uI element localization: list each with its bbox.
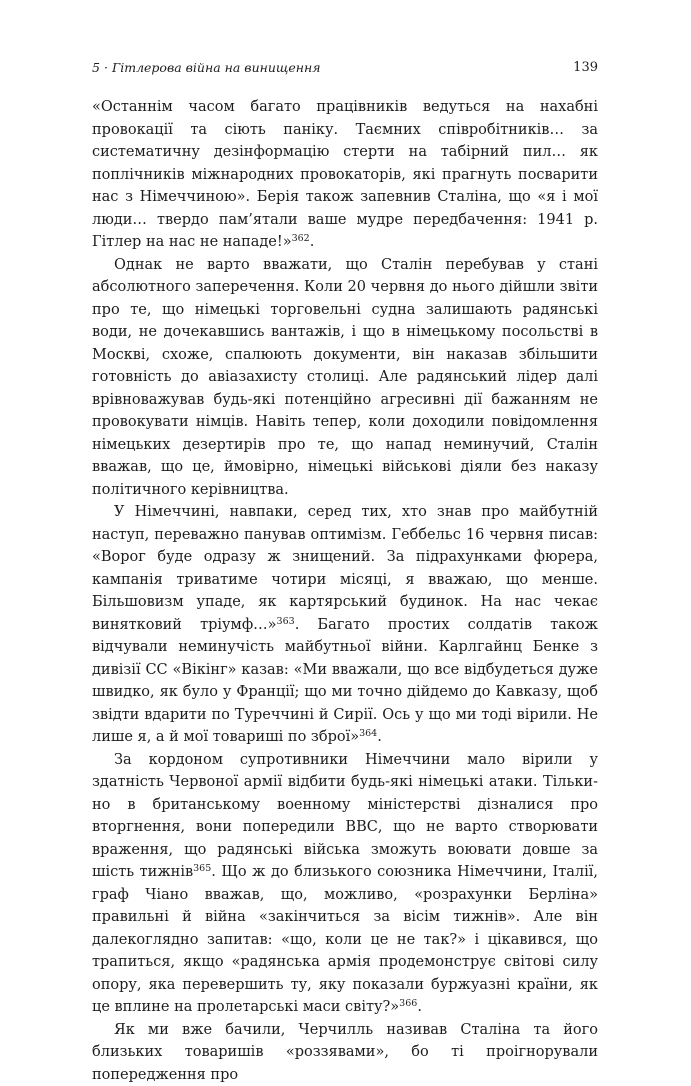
book-page — [92, 58, 598, 1086]
running-header — [92, 58, 598, 82]
page-number: 139 — [573, 58, 598, 78]
footnote-marker: 365 — [193, 863, 211, 874]
paragraph-text: «Останнім часом багато працівників ведуться на нахабні провокації та сіють паніку. Таємних співробітників… за систематичну дезінформацію стерти на табірний пил… як поплічників міжнародних провокаторів, які прагнуть посварити нас з Німеччиною». Берія також запевнив Сталіна, що «я і мої люди… твердо пам’ятали ваше мудре передбачення: 1941 р. Гітлер на нас не нападе!» — [92, 99, 598, 250]
footnote-marker: 364 — [359, 728, 377, 739]
footnote-marker: 363 — [277, 616, 295, 627]
paragraph — [92, 254, 598, 502]
paragraph-text: Як ми вже бачили, Черчилль називав Сталіна та його близьких товаришів «роззявами», бо ті проігнорували попередження про — [92, 1022, 598, 1083]
paragraph — [92, 1019, 598, 1086]
chapter-number: 5 — [92, 60, 100, 75]
paragraph-text: . Багато простих солдатів також відчували неминучість майбутньої війни. Карлгайнц Бенке з дивізії СС «Вікінг» казав: «Ми вважали, що все відбудеться дуже швидко, як було у Франції; що ми точно дійдемо до Кавказу, щоб звідти вдарити по Туреччині й Сирії. Ось у що ми тоді вірили. Не лише я, а й мої товариші по зброї» — [92, 617, 598, 746]
paragraph — [92, 501, 598, 749]
paragraph-text: . — [310, 234, 315, 250]
footnote-marker: 366 — [399, 998, 417, 1009]
paragraph-text: . Що ж до близького союзника Німеччини, Італії, граф Чіано вважав, що, можливо, «розрахунки Берліна» правильні й війна «закінчиться за вісім тижнів». Але він далекоглядно запитав: «що, коли це не так?» і цікавився, що трапиться, якщо «радянська армія продемонструє світові силу опору, яка перевершить ту, яку показали буржуазні країни, як це вплине на пролетарські маси світу?» — [92, 864, 598, 1015]
paragraph-text: . — [417, 999, 422, 1015]
paragraph-text: . — [377, 729, 382, 745]
paragraph-text: За кордоном супротивники Німеччини мало вірили у здатність Червоної армії відбити будь-які німецькі атаки. Тільки-но в британському военному міністерстві дізналися про вторгнення, вони попередили ВВС, що не варто створювати враження, що радянські війська зможуть воювати довше за шість тижнів — [92, 752, 598, 881]
footnote-marker: 362 — [292, 233, 310, 244]
body-text — [92, 96, 598, 1086]
chapter-heading — [92, 58, 321, 78]
chapter-title: Гітлерова війна на винищення — [112, 60, 321, 75]
header-separator: · — [104, 60, 108, 75]
paragraph-text: Однак не варто вважати, що Сталін перебував у стані абсолютного заперечення. Коли 20 червня до нього дійшли звіти про те, що німецькі торговельні судна залишають радянські води, не дочекавшись вантажів, і що в німецькому посольстві в Москві, схоже, спалюють документи, він наказав збільшити готовність до авіазахисту столиці. Але радянський лідер далі врівноважував будь-які потенційно агресивні дії бажанням не провокувати німців. Навіть тепер, коли доходили повідомлення німецьких дезертирів про те, що напад неминучий, Сталін вважав, що це, ймовірно, німецькі військові діяли без наказу політичного керівництва. — [92, 257, 598, 498]
paragraph-text: У Німеччині, навпаки, серед тих, хто знав про майбутній наступ, переважно панував оптимізм. Геббельс 16 червня писав: «Ворог буде одразу ж знищений. За підрахунками фюрера, кампанія триватиме чотири місяці, я вважаю, що менше. Більшовизм упаде, як картярський будинок. На нас чекає винятковий тріумф…» — [92, 504, 598, 633]
paragraph — [92, 749, 598, 1019]
paragraph — [92, 96, 598, 254]
